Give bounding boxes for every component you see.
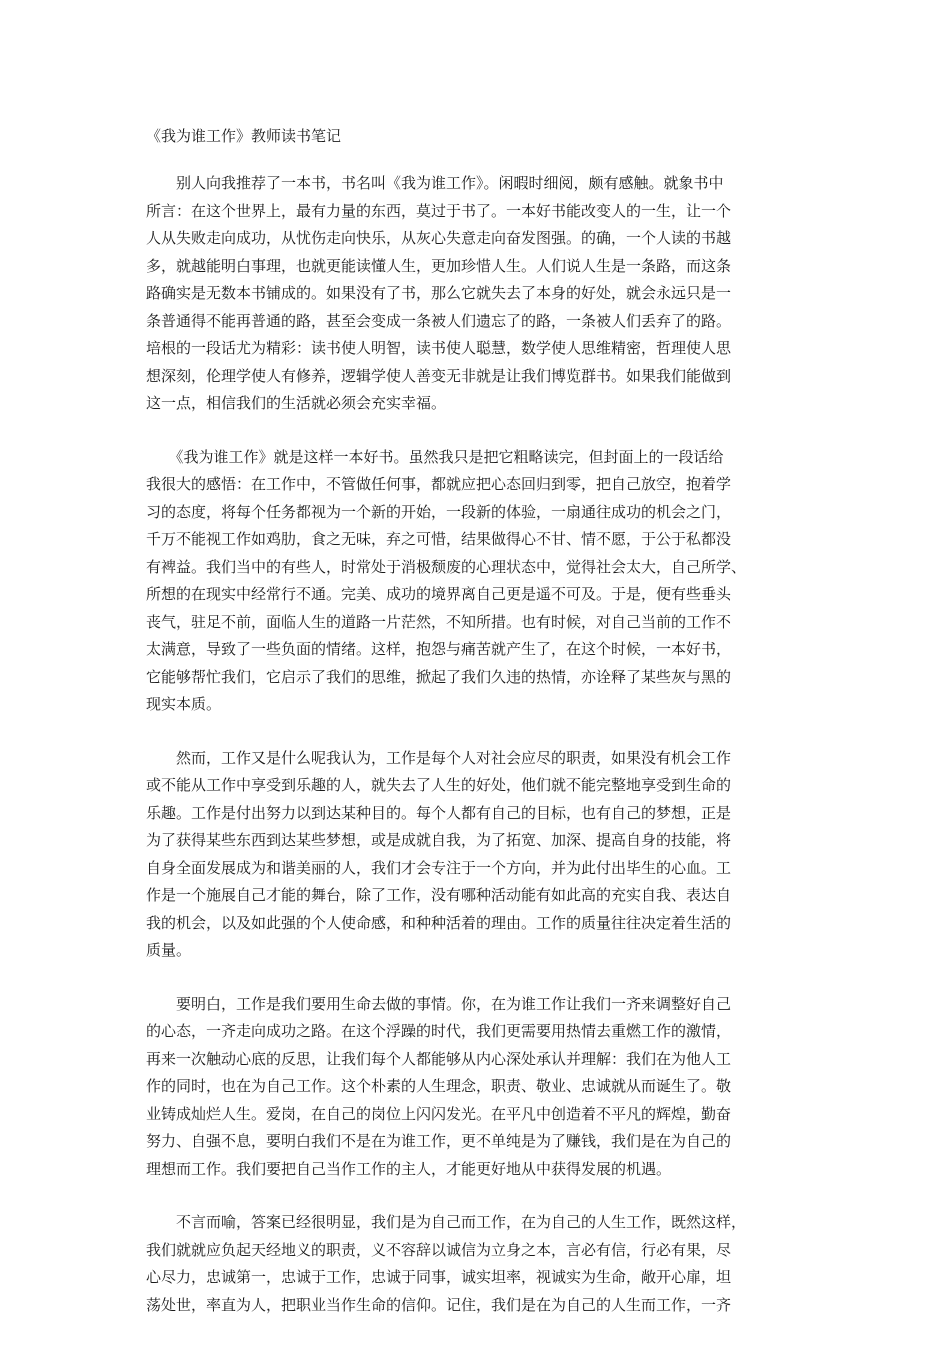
- paragraph-line: 路确实是无数本书铺成的。如果没有了书，那么它就失去了本身的好处，就会永远只是一: [146, 284, 732, 302]
- paragraph-line: 千万不能视工作如鸡肋，食之无味，弃之可惜，结果做得心不甘、情不愿，于公于私都没: [146, 530, 732, 548]
- paragraph-line: 质量。: [146, 941, 192, 959]
- paragraph-line: 现实本质。: [146, 695, 222, 713]
- paragraph: [146, 991, 806, 1184]
- paragraph: [146, 1209, 806, 1319]
- paragraph-line: 心尽力，忠诚第一，忠诚于工作，忠诚于同事，诚实坦率，视诚实为生命，敞开心扉，坦: [146, 1268, 732, 1286]
- paragraph-line: 我很大的感悟：在工作中，不管做任何事，都就应把心态回归到零，把自己放空，抱着学: [146, 475, 732, 493]
- paragraph-line: 作的同时，也在为自己工作。这个朴素的人生理念，职责、敬业、忠诚就从而诞生了。敬: [146, 1077, 732, 1095]
- paragraph-line: 荡处世，率直为人，把职业当作生命的信仰。记住，我们是在为自己的人生而工作，一齐: [146, 1295, 732, 1314]
- paragraph-line: 理想而工作。我们要把自己当作工作的主人，才能更好地从中获得发展的机遇。: [146, 1159, 672, 1178]
- paragraph-line: 别人向我推荐了一本书，书名叫《我为谁工作》。闲暇时细阅，颇有感触。就象书中: [146, 174, 724, 192]
- paragraph-line: 自身全面发展成为和谐美丽的人，我们才会专注于一个方向，并为此付出毕生的心血。工: [146, 858, 732, 877]
- document-title: 《我为谁工作》教师读书笔记: [146, 127, 342, 145]
- paragraph-line: 我的机会，以及如此强的个人使命感，和种种活着的理由。工作的质量往往决定着生活的: [146, 913, 732, 932]
- document-body: [146, 170, 806, 1345]
- paragraph-line: 培根的一段话尤为精彩：读书使人明智，读书使人聪慧，数学使人思维精密，哲理使人思: [146, 339, 732, 357]
- paragraph-line: 条普通得不能再普通的路，甚至会变成一条被人们遗忘了的路，一条被人们丢弃了的路。: [146, 311, 732, 330]
- paragraph-line: 为了获得某些东西到达某些梦想，或是成就自我，为了拓宽、加深、提高自身的技能，将: [146, 831, 732, 849]
- paragraph-line: 它能够帮忙我们，它启示了我们的思维，掀起了我们久违的热情，亦诠释了某些灰与黑的: [146, 667, 732, 686]
- paragraph-line: 所言：在这个世界上，最有力量的东西，莫过于书了。一本好书能改变人的一生，让一个: [146, 201, 732, 220]
- paragraph-line: 想深刻，伦理学使人有修养，逻辑学使人善变无非就是让我们博览群书。如果我们能做到: [146, 366, 732, 385]
- paragraph-line: 我们就就应负起天经地义的职责，义不容辞以诚信为立身之本，言必有信，行必有果，尽: [146, 1240, 732, 1259]
- paragraph-line: 业铸成灿烂人生。爱岗，在自己的岗位上闪闪发光。在平凡中创造着不平凡的辉煌，勤奋: [146, 1104, 732, 1123]
- paragraph-line: 要明白，工作是我们要用生命去做的事情。你，在为谁工作让我们一齐来调整好自己: [146, 994, 732, 1013]
- paragraph: [146, 444, 806, 719]
- paragraph-line: 有裨益。我们当中的有些人，时常处于消极颓废的心理状态中，觉得社会太大，自己所学、: [146, 557, 747, 576]
- paragraph-line: 或不能从工作中享受到乐趣的人，就失去了人生的好处，他们就不能完整地享受到生命的: [146, 776, 732, 794]
- paragraph-line: 作是一个施展自己才能的舞台，除了工作，没有哪种活动能有如此高的充实自我、表达自: [146, 886, 732, 904]
- paragraph-line: 然而，工作又是什么呢我认为，工作是每个人对社会应尽的职责，如果没有机会工作: [146, 748, 732, 767]
- paragraph-line: 《我为谁工作》就是这样一本好书。虽然我只是把它粗略读完，但封面上的一段话给: [146, 447, 724, 466]
- paragraph: [146, 170, 806, 418]
- paragraph-line: 多，就越能明白事理，也就更能读懂人生，更加珍惜人生。人们说人生是一条路，而这条: [146, 256, 732, 275]
- paragraph-line: 习的态度，将每个任务都视为一个新的开始，一段新的体验，一扇通往成功的机会之门，: [146, 502, 732, 521]
- paragraph-line: 人从失败走向成功，从忧伤走向快乐，从灰心失意走向奋发图强。的确，一个人读的书越: [146, 229, 732, 247]
- paragraph-line: 再来一次触动心底的反思，让我们每个人都能够从内心深处承认并理解：我们在为他人工: [146, 1049, 732, 1068]
- paragraph-line: 丧气，驻足不前，面临人生的道路一片茫然，不知所措。也有时候，对自己当前的工作不: [146, 612, 732, 631]
- paragraph-line: 乐趣。工作是付出努力以到达某种目的。每个人都有自己的目标，也有自己的梦想，正是: [146, 803, 732, 822]
- paragraph-line: 努力、自强不息，要明白我们不是在为谁工作，更不单纯是为了赚钱，我们是在为自己的: [146, 1132, 732, 1150]
- paragraph-line: 这一点，相信我们的生活就必须会充实幸福。: [146, 394, 447, 412]
- paragraph-line: 太满意，导致了一些负面的情绪。这样，抱怨与痛苦就产生了，在这个时候，一本好书，: [146, 640, 732, 658]
- paragraph-line: 不言而喻，答案已经很明显，我们是为自己而工作，在为自己的人生工作，既然这样，: [146, 1213, 747, 1231]
- paragraph-line: 的心态，一齐走向成功之路。在这个浮躁的时代，我们更需要用热情去重燃工作的激情，: [146, 1022, 732, 1040]
- paragraph: [146, 745, 806, 965]
- paragraph-line: 所想的在现实中经常行不通。完美、成功的境界离自己更是遥不可及。于是，便有些垂头: [146, 585, 732, 603]
